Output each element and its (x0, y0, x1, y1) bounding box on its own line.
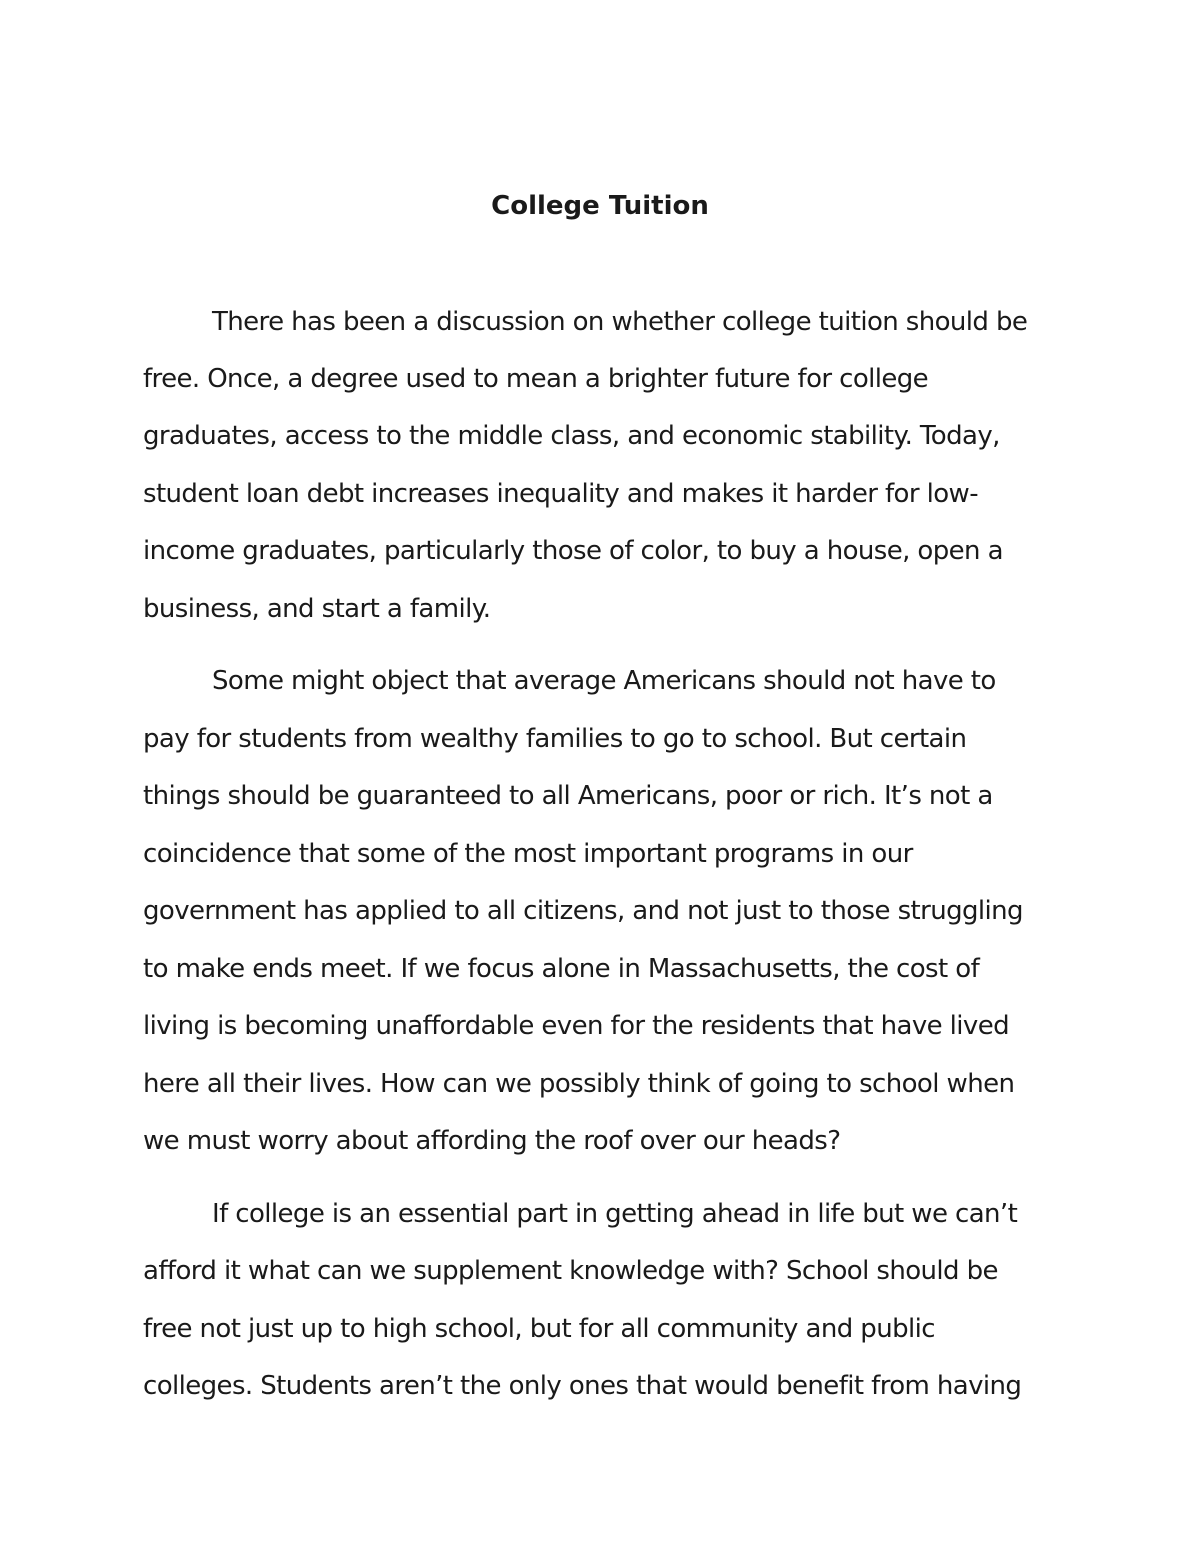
paragraph-3-line-2: afford it what can we supplement knowledge with? School should be (143, 1256, 998, 1286)
paragraph-2-line-5: government has applied to all citizens, and not just to those struggling (143, 896, 1023, 926)
paragraph-2-line-8: here all their lives. How can we possibly think of going to school when (143, 1069, 1015, 1099)
paragraph-1-line-1: There has been a discussion on whether college tuition should be (212, 307, 1028, 337)
paragraph-2-line-4: coincidence that some of the most important programs in our (143, 839, 913, 869)
document-title: College Tuition (491, 191, 709, 221)
paragraph-3-line-4: colleges. Students aren’t the only ones that would benefit from having (143, 1371, 1022, 1401)
paragraph-2-line-6: to make ends meet. If we focus alone in Massachusetts, the cost of (143, 954, 980, 984)
paragraph-1-line-2: free. Once, a degree used to mean a brighter future for college (143, 364, 929, 394)
paragraph-1-line-4: student loan debt increases inequality and makes it harder for low- (143, 479, 978, 509)
paragraph-1-line-5: income graduates, particularly those of color, to buy a house, open a (143, 536, 1003, 566)
paragraph-1-line-3: graduates, access to the middle class, and economic stability. Today, (143, 421, 1000, 451)
paragraph-1-line-6: business, and start a family. (143, 594, 491, 624)
paragraph-2-line-3: things should be guaranteed to all Americans, poor or rich. It’s not a (143, 781, 993, 811)
paragraph-2-line-1: Some might object that average Americans should not have to (212, 666, 996, 696)
paragraph-2-line-2: pay for students from wealthy families to go to school. But certain (143, 724, 967, 754)
paragraph-2-line-7: living is becoming unaffordable even for the residents that have lived (143, 1011, 1009, 1041)
paragraph-3-line-1: If college is an essential part in getting ahead in life but we can’t (212, 1199, 1018, 1229)
paragraph-3-line-3: free not just up to high school, but for all community and public (143, 1314, 935, 1344)
paragraph-2-line-9: we must worry about affording the roof over our heads? (143, 1126, 841, 1156)
